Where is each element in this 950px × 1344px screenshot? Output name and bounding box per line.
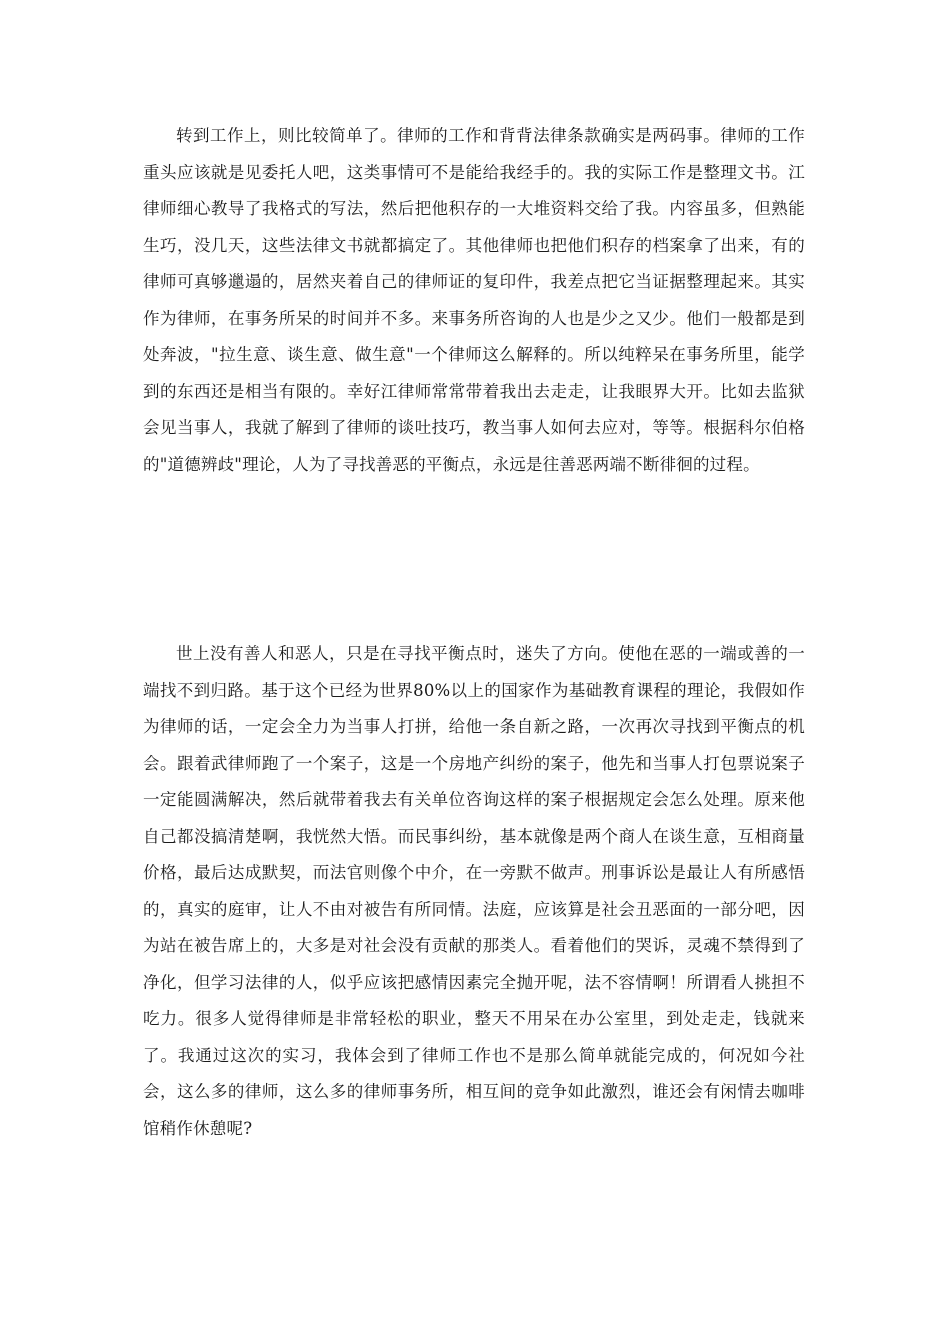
body-paragraph-2: 世上没有善人和恶人，只是在寻找平衡点时，迷失了方向。使他在恶的一端或善的一端找不到归路。基于这个已经为世界80%以上的国家作为基础教育课程的理论，我假如作为律师的话，一定会全力为当事人打拼，给他一条自新之路，一次再次寻找到平衡点的机会。跟着武律师跑了一个案子，这是一个房地产纠纷的案子，他先和当事人打包票说案子一定能圆满解决，然后就带着我去有关单位咨询这样的案子根据规定会怎么处理。原来他自己都没搞清楚啊，我恍然大悟。而民事纠纷，基本就像是两个商人在谈生意，互相商量价格，最后达成默契，而法官则像个中介，在一旁默不做声。刑事诉讼是最让人有所感悟的，真实的庭审，让人不由对被告有所同情。法庭，应该算是社会丑恶面的一部分吧，因为站在被告席上的，大多是对社会没有贡献的那类人。看着他们的哭诉，灵魂不禁得到了净化，但学习法律的人，似乎应该把感情因素完全抛开呢，法不容情啊！所谓看人挑担不吃力。很多人觉得律师是非常轻松的职业，整天不用呆在办公室里，到处走走，钱就来了。我通过这次的实习，我体会到了律师工作也不是那么简单就能完成的，何况如今社会，这么多的律师，这么多的律师事务所，相互间的竞争如此激烈，谁还会有闲情去咖啡馆稍作休憩呢? — [143, 644, 805, 1138]
body-paragraph-1: 转到工作上，则比较简单了。律师的工作和背背法律条款确实是两码事。律师的工作重头应该就是见委托人吧，这类事情可不是能给我经手的。我的实际工作是整理文书。江律师细心教导了我格式的写法，然后把他积存的一大堆资料交给了我。内容虽多，但熟能生巧，没几天，这些法律文书就都搞定了。其他律师也把他们积存的档案拿了出来，有的律师可真够邋遢的，居然夹着自己的律师证的复印件，我差点把它当证据整理起来。其实作为律师，在事务所呆的时间并不多。来事务所咨询的人也是少之又少。他们一般都是到处奔波，"拉生意、谈生意、做生意"一个律师这么解释的。所以纯粹呆在事务所里，能学到的东西还是相当有限的。幸好江律师常常带着我出去走走，让我眼界大开。比如去监狱会见当事人，我就了解到了律师的谈吐技巧，教当事人如何去应对，等等。根据科尔伯格的"道德辨歧"理论，人为了寻找善恶的平衡点，永远是往善恶两端不断徘徊的过程。 — [143, 126, 805, 474]
